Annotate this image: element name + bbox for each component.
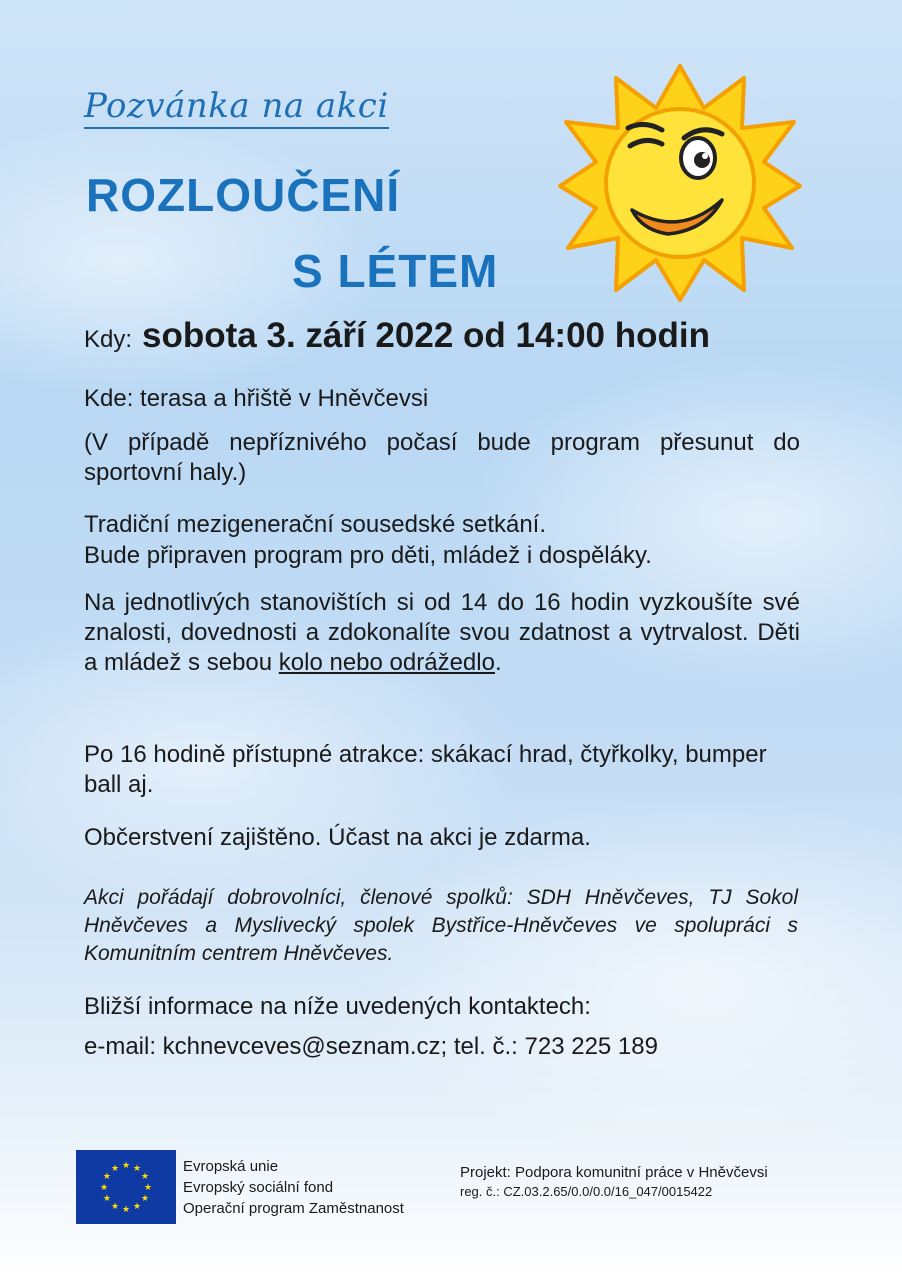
bring-bike-text: kolo nebo odrážedlo bbox=[278, 649, 495, 676]
eu-line-3: Operační program Zaměstnanost bbox=[183, 1200, 404, 1217]
eu-line-2: Evropský sociální fond bbox=[183, 1179, 334, 1196]
eu-line-1: Evropská unie bbox=[183, 1158, 279, 1175]
eu-star-icon: ★ bbox=[141, 1194, 150, 1204]
intro-line-1: Tradiční mezigenerační sousedské setkání. bbox=[84, 511, 547, 538]
invite-heading: Pozvánka na akci bbox=[84, 86, 389, 129]
refreshments-line: Občerstvení zajištěno. Účast na akci je zdarma. bbox=[84, 824, 591, 851]
when-value: sobota 3. září 2022 od 14:00 hodin bbox=[142, 316, 710, 355]
intro-line-2: Bude připraven program pro děti, mládež i dospěláky. bbox=[84, 542, 652, 569]
eu-star-icon: ★ bbox=[121, 1161, 131, 1171]
program-end: . bbox=[494, 649, 502, 676]
eu-star-icon: ★ bbox=[141, 1172, 150, 1182]
event-where: Kde: terasa a hřiště v Hněvčevsi bbox=[84, 385, 429, 412]
event-when bbox=[84, 316, 804, 356]
eu-star-icon: ★ bbox=[143, 1183, 153, 1193]
eu-star-icon: ★ bbox=[132, 1202, 142, 1213]
contact-info: Bližší informace na níže uvedených kontaktech: bbox=[84, 993, 591, 1020]
eu-star-icon: ★ bbox=[99, 1183, 109, 1193]
eu-star-icon: ★ bbox=[102, 1172, 111, 1182]
project-info bbox=[460, 1163, 768, 1201]
attractions-paragraph: Po 16 hodině přístupné atrakce: skákací hrad, čtyřkolky, bumper ball aj. bbox=[84, 741, 767, 798]
organizers-note: Akci pořádají dobrovolníci, členové spolků: SDH Hněvčeves, TJ Sokol Hněvčeves a Myslivecký spolek Bystřice-Hněvčeves ve spolupráci s Komunitním centrem Hněvčeves. bbox=[84, 886, 798, 965]
eu-star-icon: ★ bbox=[121, 1205, 131, 1215]
eu-star-icon: ★ bbox=[110, 1202, 120, 1213]
project-name: Projekt: Podpora komunitní práce v Hněvčevsi bbox=[460, 1164, 768, 1181]
eu-star-icon: ★ bbox=[132, 1163, 142, 1174]
event-title-line1: ROZLOUČENÍ bbox=[86, 169, 401, 221]
eu-caption bbox=[183, 1156, 404, 1219]
eu-flag-icon bbox=[76, 1150, 176, 1224]
program-paragraph bbox=[84, 588, 800, 678]
winking-sun-icon bbox=[556, 62, 804, 304]
program-text: Na jednotlivých stanovištích si od 14 do 16 hodin vyzkoušíte své znalosti, dovednosti a zdokonalíte svou zdatnost a vytrvalost. Děti a mládež s sebou bbox=[84, 589, 800, 676]
contact-line: e-mail: kchnevceves@seznam.cz; tel. č.: 723 225 189 bbox=[84, 1033, 658, 1060]
eu-star-icon: ★ bbox=[102, 1194, 111, 1204]
project-reg-number: reg. č.: CZ.03.2.65/0.0/0.0/16_047/0015422 bbox=[460, 1184, 713, 1199]
weather-note: (V případě nepříznivého počasí bude program přesunut do sportovní haly.) bbox=[84, 429, 800, 486]
eu-star-icon: ★ bbox=[110, 1163, 120, 1174]
when-label: Kdy: bbox=[84, 326, 133, 353]
event-title-line2: S LÉTEM bbox=[292, 245, 499, 297]
